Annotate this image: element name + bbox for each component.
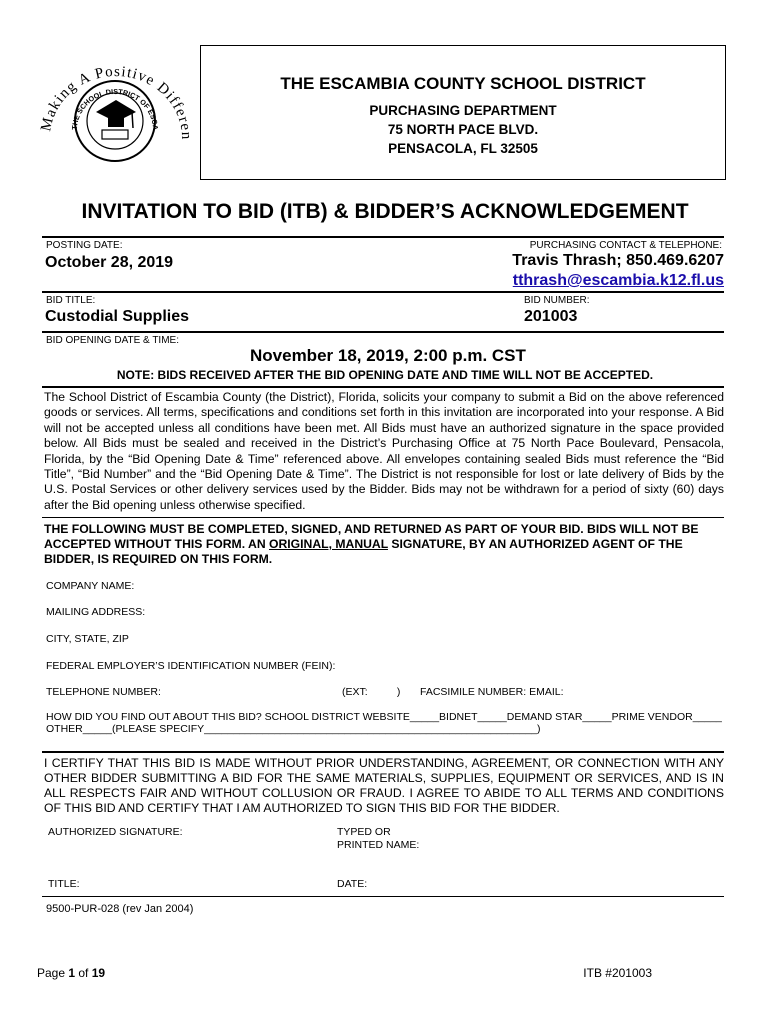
page-total: 19 [91,966,106,980]
bid-number-label: BID NUMBER: [524,295,590,306]
divider [42,896,724,897]
late-bid-note: NOTE: BIDS RECEIVED AFTER THE BID OPENING DATE AND TIME WILL NOT BE ACCEPTED. [116,368,654,382]
city-address: PENSACOLA, FL 32505 [388,141,538,156]
page-number: 1 [68,966,76,980]
seal-ring-text: THE SCHOOL DISTRICT OF ESCA [69,86,161,131]
divider [42,751,724,753]
company-name-field[interactable]: COMPANY NAME: [46,580,135,592]
posting-date-label: POSTING DATE: [46,240,123,251]
printed-name-field[interactable] [337,826,419,852]
seal-motto: Making A Positive Differen [38,63,195,141]
printed-name-label-line2: PRINTED NAME: [337,839,420,851]
bid-number-value: 201003 [524,308,578,325]
how-found-field[interactable]: HOW DID YOU FIND OUT ABOUT THIS BID? SCHOOL DISTRICT WEBSITE_____BIDNET_____DEMAND STAR_____PRIME VENDOR_____ [46,711,722,723]
requirement-text: THE FOLLOWING MUST BE COMPLETED, SIGNED, AND RETURNED AS PART OF YOUR BID. BIDS WILL NOT BE ACCEPTED WITHOUT THIS FORM. AN [44,522,699,551]
city-state-zip-field[interactable]: CITY, STATE, ZIP [46,633,129,645]
divider [42,331,724,333]
page-indicator [37,966,105,980]
page-of: of [75,966,92,980]
certification-statement: I CERTIFY THAT THIS BID IS MADE WITHOUT PRIOR UNDERSTANDING, AGREEMENT, OR CONNECTION WITH ANY OTHER BIDDER SUBMITTING A BID FOR THE SAME MATERIALS, SUPPLIES, EQUIPMENT OR SERVICES, AND IS IN ALL RESPECTS FAIR AND WITHOUT COLLUSION OR FRAUD. I AGREE TO ABIDE TO ALL TERMS AND CONDITIONS OF THIS BID AND CERTIFY THAT I AM AUTHORIZED TO SIGN THIS BID FOR THE BIDDER. [44,756,724,815]
itb-number: ITB #201003 [583,966,652,980]
bid-opening-label: BID OPENING DATE & TIME: [46,335,179,346]
divider [42,517,724,518]
bid-title-value: Custodial Supplies [45,308,190,325]
form-number: 9500-PUR-028 (rev Jan 2004) [46,903,194,915]
street-address: 75 NORTH PACE BLVD. [387,122,539,137]
district-seal [32,38,197,168]
district-name: THE ESCAMBIA COUNTY SCHOOL DISTRICT [280,74,646,93]
bid-opening-value: November 18, 2019, 2:00 p.m. CST [250,346,526,365]
form-requirement [44,522,728,567]
mailing-address-field[interactable]: MAILING ADDRESS: [46,606,146,618]
graduation-cap-icon [96,100,136,139]
posting-date-value: October 28, 2019 [45,254,174,271]
fax-email-field[interactable]: FACSIMILE NUMBER: EMAIL: [420,686,564,698]
title-field[interactable]: TITLE: [48,878,80,890]
contact-label: PURCHASING CONTACT & TELEPHONE: [529,240,722,251]
extension-field[interactable]: (EXT: ) [342,686,401,698]
requirement-underlined: ORIGINAL, MANUAL [269,537,388,551]
telephone-field[interactable]: TELEPHONE NUMBER: [46,686,161,698]
page-title: INVITATION TO BID (ITB) & BIDDER’S ACKNOWLEDGEMENT [81,200,689,223]
bid-title-label: BID TITLE: [46,295,96,306]
department-name: PURCHASING DEPARTMENT [369,103,557,118]
printed-name-label-line1: TYPED OR [337,826,391,838]
contact-value: Travis Thrash; 850.469.6207 [512,252,724,269]
divider [42,236,724,238]
requirement-text-end: SIGNATURE, BY AN AUTHORIZED AGENT OF THE BIDDER, IS REQUIRED ON THIS FORM. [44,537,683,566]
fein-field[interactable]: FEDERAL EMPLOYER’S IDENTIFICATION NUMBER (FEIN): [46,660,336,672]
divider [42,386,724,388]
divider [42,291,724,293]
other-source-field[interactable]: OTHER_____(PLEASE SPECIFY_________________________________________________________) [46,723,541,735]
contact-email-link[interactable]: tthrash@escambia.k12.fl.us [512,272,724,289]
authorized-signature-field[interactable]: AUTHORIZED SIGNATURE: [48,826,183,838]
header-box [200,45,726,180]
date-field[interactable]: DATE: [337,878,368,890]
bid-instructions: The School District of Escambia County (the District), Florida, solicits your company to submit a Bid on the above referenced goods or services. All terms, specifications and conditions set forth in this invitation are incorporated into your response. A Bid will not be accepted unless all conditions have been met. All Bids must have an authorized signature in the space provided below. All Bids must be sealed and received in the District’s Purchasing Office at 75 North Pace Boulevard, Pensacola, Florida, by the “Bid Opening Date & Time” referenced above. All envelopes containing sealed Bids must reference the “Bid Title”, “Bid Number” and the “Bid Opening Date & Time”. The District is not responsible for lost or late delivery of Bids by the U.S. Postal Services or other delivery services used by the Bidder. Bids may not be withdrawn for a period of sixty (60) days after the Bid opening unless otherwise specified. [44,390,724,512]
page-prefix: Page [37,966,69,980]
